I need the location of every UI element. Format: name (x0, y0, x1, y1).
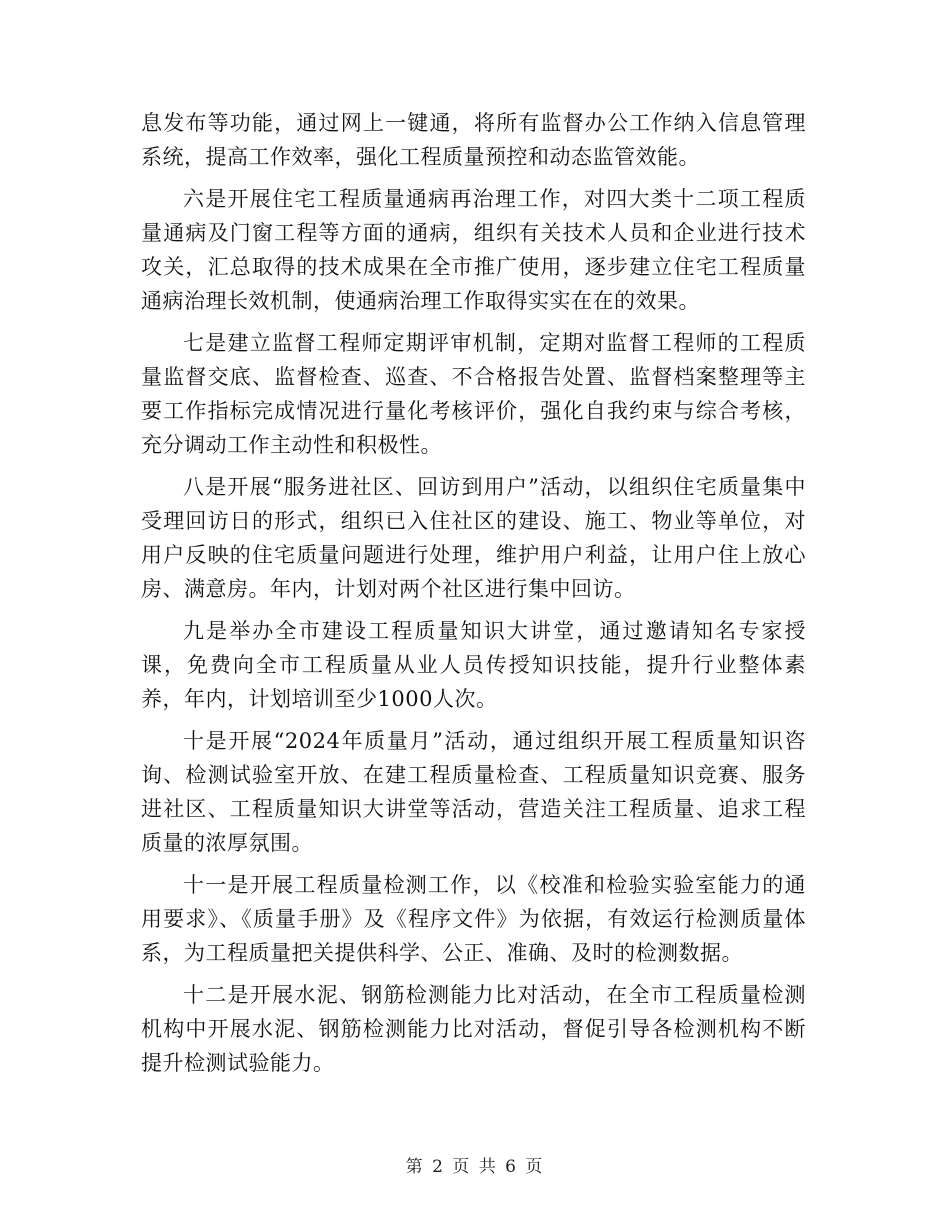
paragraph-item-12: 十二是开展水泥、钢筋检测能力比对活动，在全市工程质量检测机构中开展水泥、钢筋检测能力比对活动，督促引导各检测机构不断提升检测试验能力。 (141, 983, 806, 1075)
paragraph-item-9: 九是举办全市建设工程质量知识大讲堂，通过邀请知名专家授课，免费向全市工程质量从业人员传授知识技能，提升行业整体素养，年内，计划培训至少1000人次。 (141, 619, 806, 711)
paragraph-continuation: 息发布等功能，通过网上一键通，将所有监督办公工作纳入信息管理系统，提高工作效率，强化工程质量预控和动态监管效能。 (141, 111, 806, 169)
document-body (141, 106, 806, 1088)
paragraph-item-7: 七是建立监督工程师定期评审机制，定期对监督工程师的工程质量监督交底、监督检查、巡查、不合格报告处置、监督档案整理等主要工作指标完成情况进行量化考核评价，强化自我约束与综合考核，充分调动工作主动性和积极性。 (141, 331, 806, 457)
paragraph-item-6: 六是开展住宅工程质量通病再治理工作，对四大类十二项工程质量通病及门窗工程等方面的通病，组织有关技术人员和企业进行技术攻关，汇总取得的技术成果在全市推广使用，逐步建立住宅工程质量通病治理长效机制，使通病治理工作取得实实在在的效果。 (141, 187, 806, 313)
paragraph-item-10: 十是开展“2024年质量月”活动，通过组织开展工程质量知识咨询、检测试验室开放、在建工程质量检查、工程质量知识竞赛、服务进社区、工程质量知识大讲堂等活动，营造关注工程质量、追求工程质量的浓厚氛围。 (141, 729, 806, 855)
paragraph-item-8: 八是开展“服务进社区、回访到用户”活动，以组织住宅质量集中受理回访日的形式，组织已入住社区的建设、施工、物业等单位，对用户反映的住宅质量问题进行处理，维护用户利益，让用户住上放心房、满意房。年内，计划对两个社区进行集中回访。 (141, 475, 806, 601)
page-footer: 第 2 页 共 6 页 (405, 1157, 545, 1177)
paragraph-item-11: 十一是开展工程质量检测工作，以《校准和检验实验室能力的通用要求》、《质量手册》及《程序文件》为依据，有效运行检测质量体系，为工程质量把关提供科学、公正、准确、及时的检测数据。 (141, 873, 806, 965)
